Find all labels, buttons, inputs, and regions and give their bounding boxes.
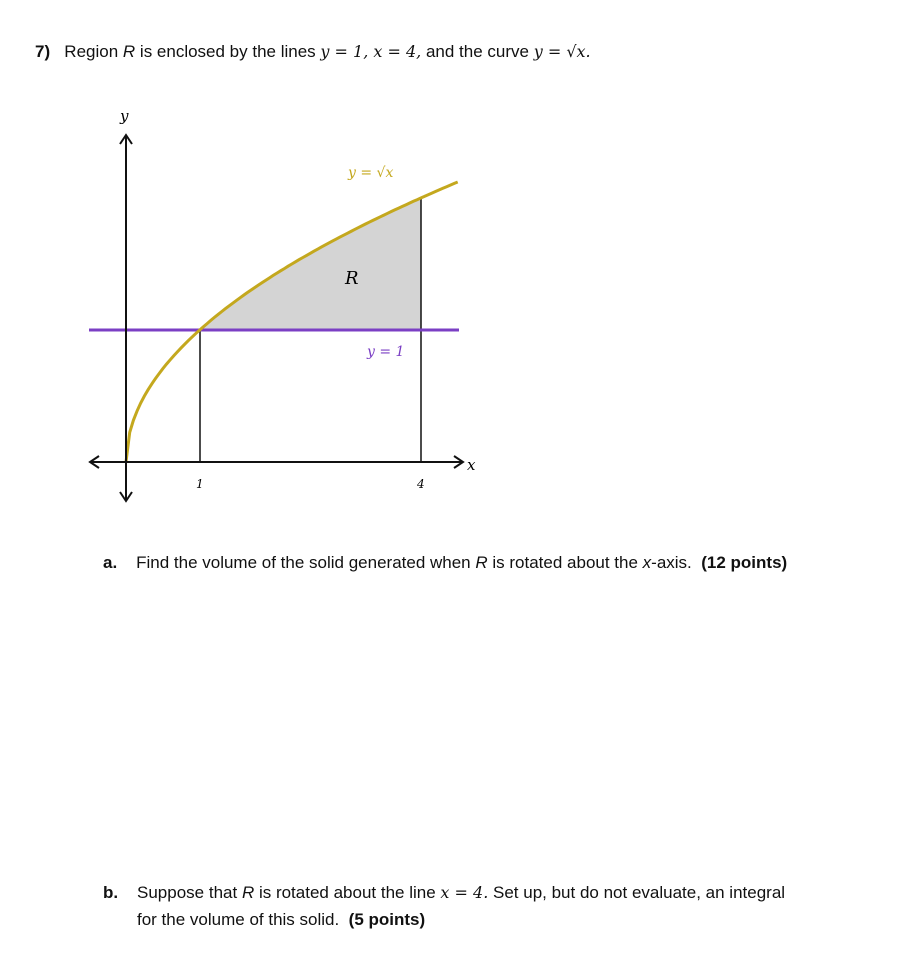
- part-a-letter: a.: [103, 553, 118, 572]
- intro-text: and the curve: [421, 42, 534, 61]
- curve-label: y = √x: [348, 165, 394, 181]
- part-a-text: is rotated about the: [487, 553, 643, 572]
- part-a-text: Find the volume of the solid generated when: [136, 553, 476, 572]
- x-axis-label: x: [467, 456, 476, 474]
- part-a-points: (12 points): [701, 553, 788, 572]
- part-b: [103, 883, 785, 903]
- line-label: y = 1: [367, 344, 405, 360]
- part-b-points: (5 points): [348, 910, 426, 929]
- problem-number: 7): [35, 42, 51, 61]
- part-b-text: is rotated about the line: [254, 883, 441, 902]
- part-b-line-2: [137, 910, 425, 930]
- part-a: [103, 553, 787, 573]
- intro-text: Region: [64, 42, 123, 61]
- part-b-letter: b.: [103, 883, 119, 902]
- part-b-text: for the volume of this solid.: [137, 910, 340, 929]
- equation-curve: y = √x.: [533, 42, 591, 61]
- shaded-region-R: [200, 198, 421, 330]
- region-name: R: [122, 42, 136, 61]
- region-name: R: [475, 553, 488, 572]
- part-b-text: Set up, but do not evaluate, an integral: [488, 883, 786, 902]
- equation-x-4: x = 4.: [440, 883, 489, 902]
- part-b-text: Suppose that: [137, 883, 242, 902]
- part-a-text: -axis.: [651, 553, 692, 572]
- y-axis-label: y: [120, 107, 129, 125]
- tick-label-4: 4: [417, 477, 425, 491]
- axis-name: x: [642, 553, 652, 572]
- region-name: R: [241, 883, 255, 902]
- tick-label-1: 1: [196, 477, 204, 491]
- intro-text: is enclosed by the lines: [135, 42, 321, 61]
- region-label: R: [345, 268, 359, 289]
- equation-lines: y = 1, x = 4,: [320, 42, 422, 61]
